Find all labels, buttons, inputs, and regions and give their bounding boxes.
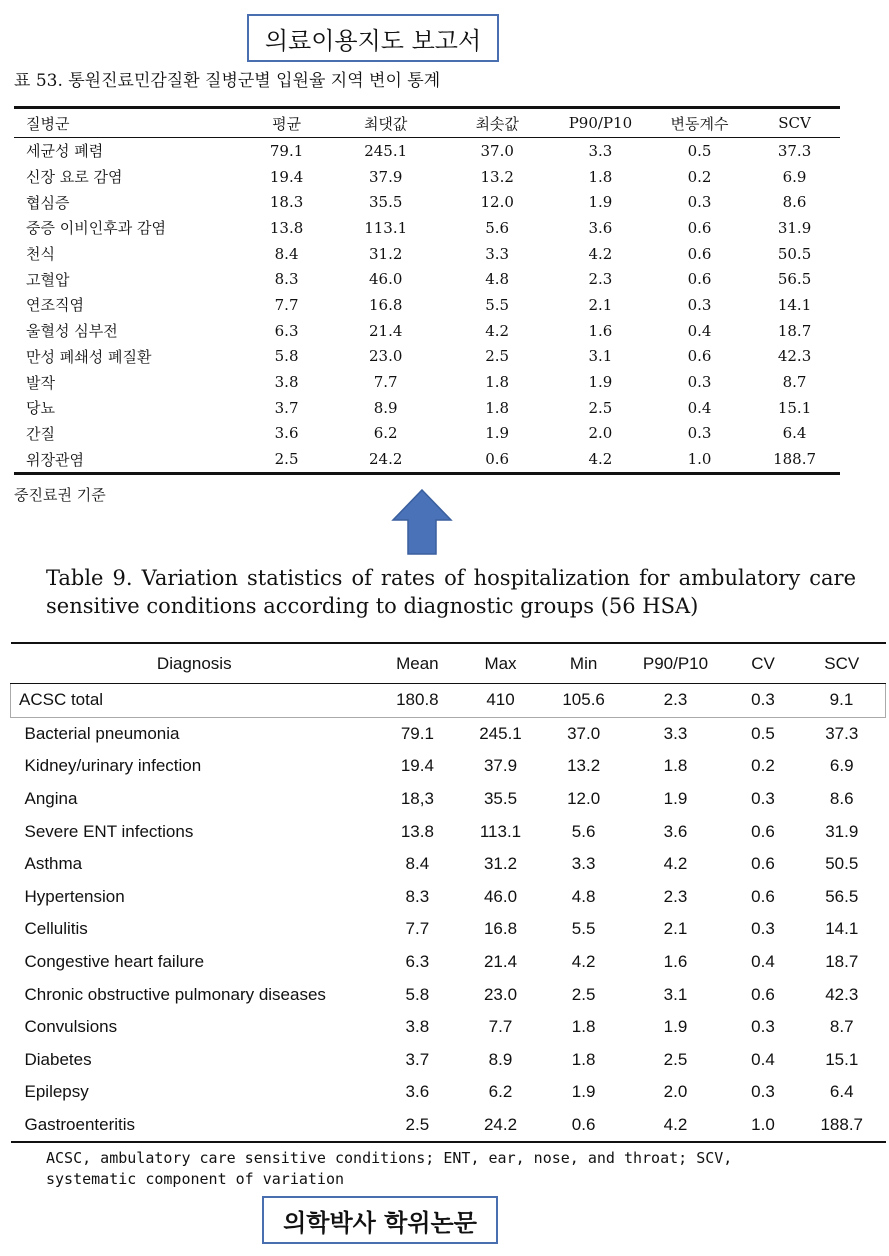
korean-cell-value: 1.6 (588, 321, 613, 340)
korean-cell-value: 8.7 (782, 373, 807, 392)
korean-cell-value: 42.3 (777, 347, 812, 366)
korean-row-label: 당뇨 (26, 399, 55, 418)
english-cell-value: 1.8 (663, 756, 688, 776)
korean-cell-value: 3.7 (274, 398, 299, 417)
english-cell-value: 13.8 (400, 821, 434, 841)
english-cell-value: 24.2 (457, 1109, 545, 1143)
korean-cell-value: 21.4 (368, 321, 403, 340)
english-cell-value: 16.8 (483, 919, 518, 939)
korean-column-header: SCV (749, 108, 840, 138)
english-cell-value: 50.5 (825, 854, 859, 874)
english-cell-value: 3.8 (405, 1017, 430, 1037)
english-cell-value: 37.3 (825, 723, 859, 743)
english-row-label: Epilepsy (24, 1082, 89, 1102)
korean-cell-value: 4.2 (551, 446, 650, 473)
korean-cell-value: 7.7 (373, 373, 398, 392)
english-cell-value: 0.3 (728, 684, 798, 718)
korean-cell-value: 0.6 (444, 446, 551, 473)
korean-column-header: 평균 (245, 108, 328, 138)
english-cell-value: 7.7 (488, 1017, 513, 1037)
english-cell-value: 5.5 (571, 919, 596, 939)
korean-cell-value: 1.0 (650, 446, 749, 473)
english-cell-value: 3.6 (405, 1082, 430, 1102)
korean-table-row (14, 318, 840, 344)
korean-cell-value: 5.8 (274, 347, 299, 366)
english-cell-value: 2.3 (663, 886, 688, 906)
english-cell-value: 8.3 (405, 886, 430, 906)
korean-cell-value: 0.3 (687, 373, 712, 392)
english-cell-value: 9.1 (798, 684, 886, 718)
english-cell-value: 12.0 (567, 789, 601, 809)
english-table-row (11, 1044, 886, 1077)
english-cell-value: 46.0 (483, 886, 518, 906)
korean-cell-value: 6.3 (274, 321, 299, 340)
korean-cell-value: 113.1 (364, 218, 408, 237)
korean-table-row (14, 164, 840, 190)
korean-cell-value: 0.3 (687, 424, 712, 443)
english-cell-value: 8.6 (829, 789, 854, 809)
english-cell-value: 42.3 (825, 984, 859, 1004)
korean-cell-value: 31.9 (777, 218, 812, 237)
korean-table (14, 106, 840, 475)
korean-cell-value: 37.3 (777, 141, 812, 160)
english-cell-value: 0.6 (751, 821, 775, 841)
korean-table-row (14, 369, 840, 395)
english-table-header (11, 643, 886, 684)
korean-cell-value: 37.0 (480, 141, 514, 160)
english-table-row (11, 1076, 886, 1109)
english-cell-value: 3.7 (405, 1049, 430, 1069)
korean-cell-value: 1.9 (485, 424, 510, 443)
korean-cell-value: 0.4 (687, 321, 712, 340)
english-table-row (11, 978, 886, 1011)
english-row-label: Hypertension (24, 886, 125, 906)
english-cell-value: 19.4 (400, 756, 434, 776)
english-row-label: Angina (24, 789, 78, 809)
english-cell-value: 6.3 (405, 952, 430, 972)
english-row-label: Chronic obstructive pulmonary diseases (24, 984, 326, 1004)
english-cell-value: 6.9 (829, 756, 854, 776)
korean-cell-value: 5.6 (485, 218, 510, 237)
english-cell-value: 31.9 (825, 821, 859, 841)
english-cell-value: 0.3 (751, 1017, 775, 1037)
english-cell-value: 37.0 (567, 723, 601, 743)
english-table-row (11, 1109, 886, 1143)
english-cell-value: 31.2 (483, 854, 518, 874)
korean-column-header: P90/P10 (551, 108, 650, 138)
korean-table-note: 중진료권 기준 (14, 486, 106, 504)
english-cell-value: 14.1 (825, 919, 859, 939)
korean-cell-value: 2.5 (588, 398, 613, 417)
thesis-label: 의학박사 학위논문 (262, 1196, 498, 1244)
korean-row-label: 울혈성 심부전 (26, 322, 118, 341)
korean-cell-value: 56.5 (777, 270, 812, 289)
korean-cell-value: 1.8 (485, 373, 510, 392)
korean-cell-value: 79.1 (269, 141, 304, 160)
english-column-header: SCV (798, 643, 886, 684)
english-table-row (11, 750, 886, 783)
english-cell-value: 3.3 (571, 854, 596, 874)
korean-cell-value: 23.0 (368, 347, 403, 366)
korean-cell-value: 0.4 (687, 398, 712, 417)
english-cell-value: 8.7 (829, 1017, 854, 1037)
korean-row-label: 중증 이비인후과 감염 (26, 219, 166, 238)
english-row-label: Diabetes (24, 1049, 92, 1069)
korean-table-row (14, 266, 840, 292)
english-cell-value: 3.6 (663, 821, 688, 841)
english-cell-value: 6.4 (829, 1082, 854, 1102)
korean-cell-value: 2.3 (588, 270, 613, 289)
english-cell-value: 8.9 (488, 1049, 513, 1069)
korean-cell-value: 6.9 (782, 167, 807, 186)
english-cell-value: 188.7 (798, 1109, 886, 1143)
english-column-header: Min (544, 643, 623, 684)
english-cell-value: 79.1 (400, 723, 434, 743)
korean-cell-value: 7.7 (274, 295, 299, 314)
korean-cell-value: 2.5 (245, 446, 328, 473)
english-row-label: Severe ENT infections (24, 821, 194, 841)
korean-column-header: 최솟값 (444, 108, 551, 138)
english-cell-value: 0.6 (751, 886, 775, 906)
english-cell-value: 1.8 (571, 1017, 596, 1037)
korean-row-label: 발작 (26, 373, 55, 392)
english-cell-value: 18,3 (400, 789, 434, 809)
korean-table-header (14, 108, 840, 138)
english-cell-value: 2.1 (663, 919, 688, 939)
english-cell-value: 1.0 (728, 1109, 798, 1143)
english-cell-value: 5.8 (405, 984, 430, 1004)
korean-cell-value: 4.2 (485, 321, 510, 340)
up-arrow-icon (391, 488, 453, 556)
english-cell-value: 8.4 (405, 854, 430, 874)
korean-cell-value: 18.3 (269, 193, 304, 212)
english-cell-value: 35.5 (483, 789, 518, 809)
report-label: 의료이용지도 보고서 (247, 14, 499, 62)
english-table-row (11, 946, 886, 979)
korean-row-label: 협심증 (26, 193, 70, 212)
english-cell-value: 2.5 (571, 984, 596, 1004)
korean-cell-value: 0.3 (687, 193, 712, 212)
english-row-label: Gastroenteritis (11, 1109, 379, 1143)
english-cell-value: 0.4 (751, 952, 775, 972)
english-row-label: Cellulitis (24, 919, 88, 939)
english-table-row (11, 684, 886, 718)
english-table-row (11, 815, 886, 848)
english-cell-value: 3.3 (663, 723, 688, 743)
english-cell-value: 15.1 (825, 1049, 859, 1069)
english-cell-value: 2.5 (378, 1109, 457, 1143)
korean-cell-value: 2.0 (588, 424, 613, 443)
korean-cell-value: 14.1 (777, 295, 812, 314)
korean-cell-value: 0.3 (687, 295, 712, 314)
english-column-header: P90/P10 (623, 643, 728, 684)
korean-cell-value: 50.5 (777, 244, 812, 263)
korean-cell-value: 18.7 (777, 321, 812, 340)
english-table-row (11, 1011, 886, 1044)
english-cell-value: 21.4 (483, 952, 518, 972)
english-cell-value: 0.3 (751, 789, 775, 809)
english-table-row (11, 717, 886, 750)
korean-cell-value: 35.5 (368, 193, 403, 212)
korean-cell-value: 8.3 (274, 270, 299, 289)
korean-cell-value: 0.6 (687, 347, 712, 366)
korean-cell-value: 8.4 (274, 244, 299, 263)
korean-cell-value: 0.5 (687, 141, 712, 160)
korean-table-row (14, 189, 840, 215)
korean-table-caption: 표 53. 통원진료민감질환 질병군별 입원율 지역 변이 통계 (14, 71, 441, 91)
korean-cell-value: 5.5 (485, 295, 510, 314)
korean-cell-value: 37.9 (368, 167, 403, 186)
english-cell-value: 410 (457, 684, 545, 718)
english-cell-value: 4.2 (571, 952, 596, 972)
korean-cell-value: 13.2 (480, 167, 514, 186)
english-cell-value: 23.0 (483, 984, 518, 1004)
korean-cell-value: 6.4 (782, 424, 807, 443)
korean-table-row (14, 421, 840, 447)
korean-table-row (14, 395, 840, 421)
korean-cell-value: 3.3 (588, 141, 613, 160)
korean-cell-value: 15.1 (777, 398, 812, 417)
english-cell-value: 18.7 (825, 952, 859, 972)
english-cell-value: 0.2 (751, 756, 775, 776)
english-cell-value: 0.6 (751, 854, 775, 874)
korean-row-label: 신장 요로 감염 (26, 168, 123, 187)
korean-cell-value: 245.1 (364, 141, 408, 160)
korean-cell-value: 188.7 (749, 446, 840, 473)
korean-cell-value: 19.4 (269, 167, 304, 186)
english-cell-value: 1.9 (571, 1082, 596, 1102)
korean-table-row (14, 241, 840, 267)
korean-cell-value: 46.0 (368, 270, 403, 289)
korean-cell-value: 1.9 (588, 193, 613, 212)
english-cell-value: 2.3 (623, 684, 728, 718)
english-table-row (11, 881, 886, 914)
english-cell-value: 13.2 (567, 756, 601, 776)
english-table (10, 642, 886, 1143)
korean-row-label: 천식 (26, 245, 55, 264)
english-cell-value: 1.8 (571, 1049, 596, 1069)
english-column-header: Mean (378, 643, 457, 684)
korean-cell-value: 3.6 (274, 424, 299, 443)
korean-cell-value: 1.8 (485, 398, 510, 417)
korean-column-header: 변동계수 (650, 108, 749, 138)
english-cell-value: 0.3 (751, 919, 775, 939)
korean-cell-value: 2.1 (588, 295, 613, 314)
english-cell-value: 37.9 (483, 756, 518, 776)
english-cell-value: 4.8 (571, 886, 596, 906)
korean-cell-value: 12.0 (480, 193, 514, 212)
korean-cell-value: 2.5 (485, 347, 510, 366)
korean-row-label: 위장관염 (14, 446, 245, 473)
korean-cell-value: 1.9 (588, 373, 613, 392)
korean-row-label: 간질 (26, 424, 55, 443)
english-cell-value: 245.1 (479, 723, 522, 743)
korean-cell-value: 4.2 (588, 244, 613, 263)
korean-cell-value: 0.6 (687, 270, 712, 289)
english-cell-value: 1.9 (663, 789, 688, 809)
english-cell-value: 0.6 (544, 1109, 623, 1143)
english-cell-value: 2.0 (663, 1082, 688, 1102)
english-table-row (11, 913, 886, 946)
english-cell-value: 6.2 (488, 1082, 513, 1102)
korean-row-label: 연조직염 (26, 296, 84, 315)
korean-cell-value: 1.8 (588, 167, 613, 186)
english-table-row (11, 783, 886, 816)
korean-table-row (14, 446, 840, 473)
english-cell-value: 180.8 (378, 684, 457, 718)
korean-cell-value: 3.3 (485, 244, 510, 263)
english-table-row (11, 848, 886, 881)
korean-column-header: 최댓값 (328, 108, 444, 138)
english-row-label: Asthma (24, 854, 83, 874)
english-table-footnote: ACSC, ambulatory care sensitive conditions; ENT, ear, nose, and throat; SCV, systematic component of variation (46, 1149, 733, 1188)
english-cell-value: 105.6 (544, 684, 623, 718)
english-cell-value: 0.3 (751, 1082, 775, 1102)
korean-cell-value: 8.9 (373, 398, 398, 417)
english-row-label: Kidney/urinary infection (24, 756, 202, 776)
korean-cell-value: 6.2 (373, 424, 398, 443)
korean-cell-value: 3.1 (588, 347, 613, 366)
korean-cell-value: 3.6 (588, 218, 613, 237)
english-row-label: Convulsions (24, 1017, 118, 1037)
english-cell-value: 56.5 (825, 886, 859, 906)
korean-table-row (14, 215, 840, 241)
english-cell-value: 0.4 (751, 1049, 775, 1069)
korean-row-label: 고혈압 (26, 270, 70, 289)
english-table-caption: Table 9. Variation statistics of rates of hospitalization for ambulatory care sensitive conditions according to diagnostic groups (56 HSA) (46, 566, 856, 618)
english-cell-value: 0.6 (751, 984, 775, 1004)
korean-table-row (14, 344, 840, 370)
korean-cell-value: 3.8 (274, 373, 299, 392)
english-cell-value: 2.5 (663, 1049, 688, 1069)
korean-cell-value: 0.2 (687, 167, 712, 186)
english-column-header: Diagnosis (11, 643, 379, 684)
english-row-label: ACSC total (11, 684, 379, 718)
korean-cell-value: 16.8 (368, 295, 403, 314)
english-cell-value: 3.1 (663, 984, 688, 1004)
english-column-header: CV (728, 643, 798, 684)
english-cell-value: 1.6 (663, 952, 688, 972)
korean-cell-value: 31.2 (368, 244, 403, 263)
korean-table-row (14, 138, 840, 164)
english-cell-value: 7.7 (405, 919, 430, 939)
english-cell-value: 0.5 (751, 723, 775, 743)
english-cell-value: 5.6 (571, 821, 596, 841)
korean-row-label: 세균성 폐렴 (26, 142, 104, 161)
korean-cell-value: 24.2 (328, 446, 444, 473)
korean-row-label: 만성 폐쇄성 폐질환 (26, 347, 152, 366)
korean-cell-value: 0.6 (687, 244, 712, 263)
english-column-header: Max (457, 643, 545, 684)
korean-column-header: 질병군 (14, 108, 245, 138)
english-cell-value: 4.2 (623, 1109, 728, 1143)
english-cell-value: 113.1 (479, 821, 522, 841)
korean-cell-value: 13.8 (269, 218, 304, 237)
korean-table-row (14, 292, 840, 318)
korean-cell-value: 0.6 (687, 218, 712, 237)
english-row-label: Bacterial pneumonia (24, 723, 180, 743)
english-row-label: Congestive heart failure (24, 952, 205, 972)
korean-cell-value: 4.8 (485, 270, 510, 289)
english-cell-value: 1.9 (663, 1017, 688, 1037)
english-cell-value: 4.2 (663, 854, 688, 874)
korean-cell-value: 8.6 (782, 193, 807, 212)
